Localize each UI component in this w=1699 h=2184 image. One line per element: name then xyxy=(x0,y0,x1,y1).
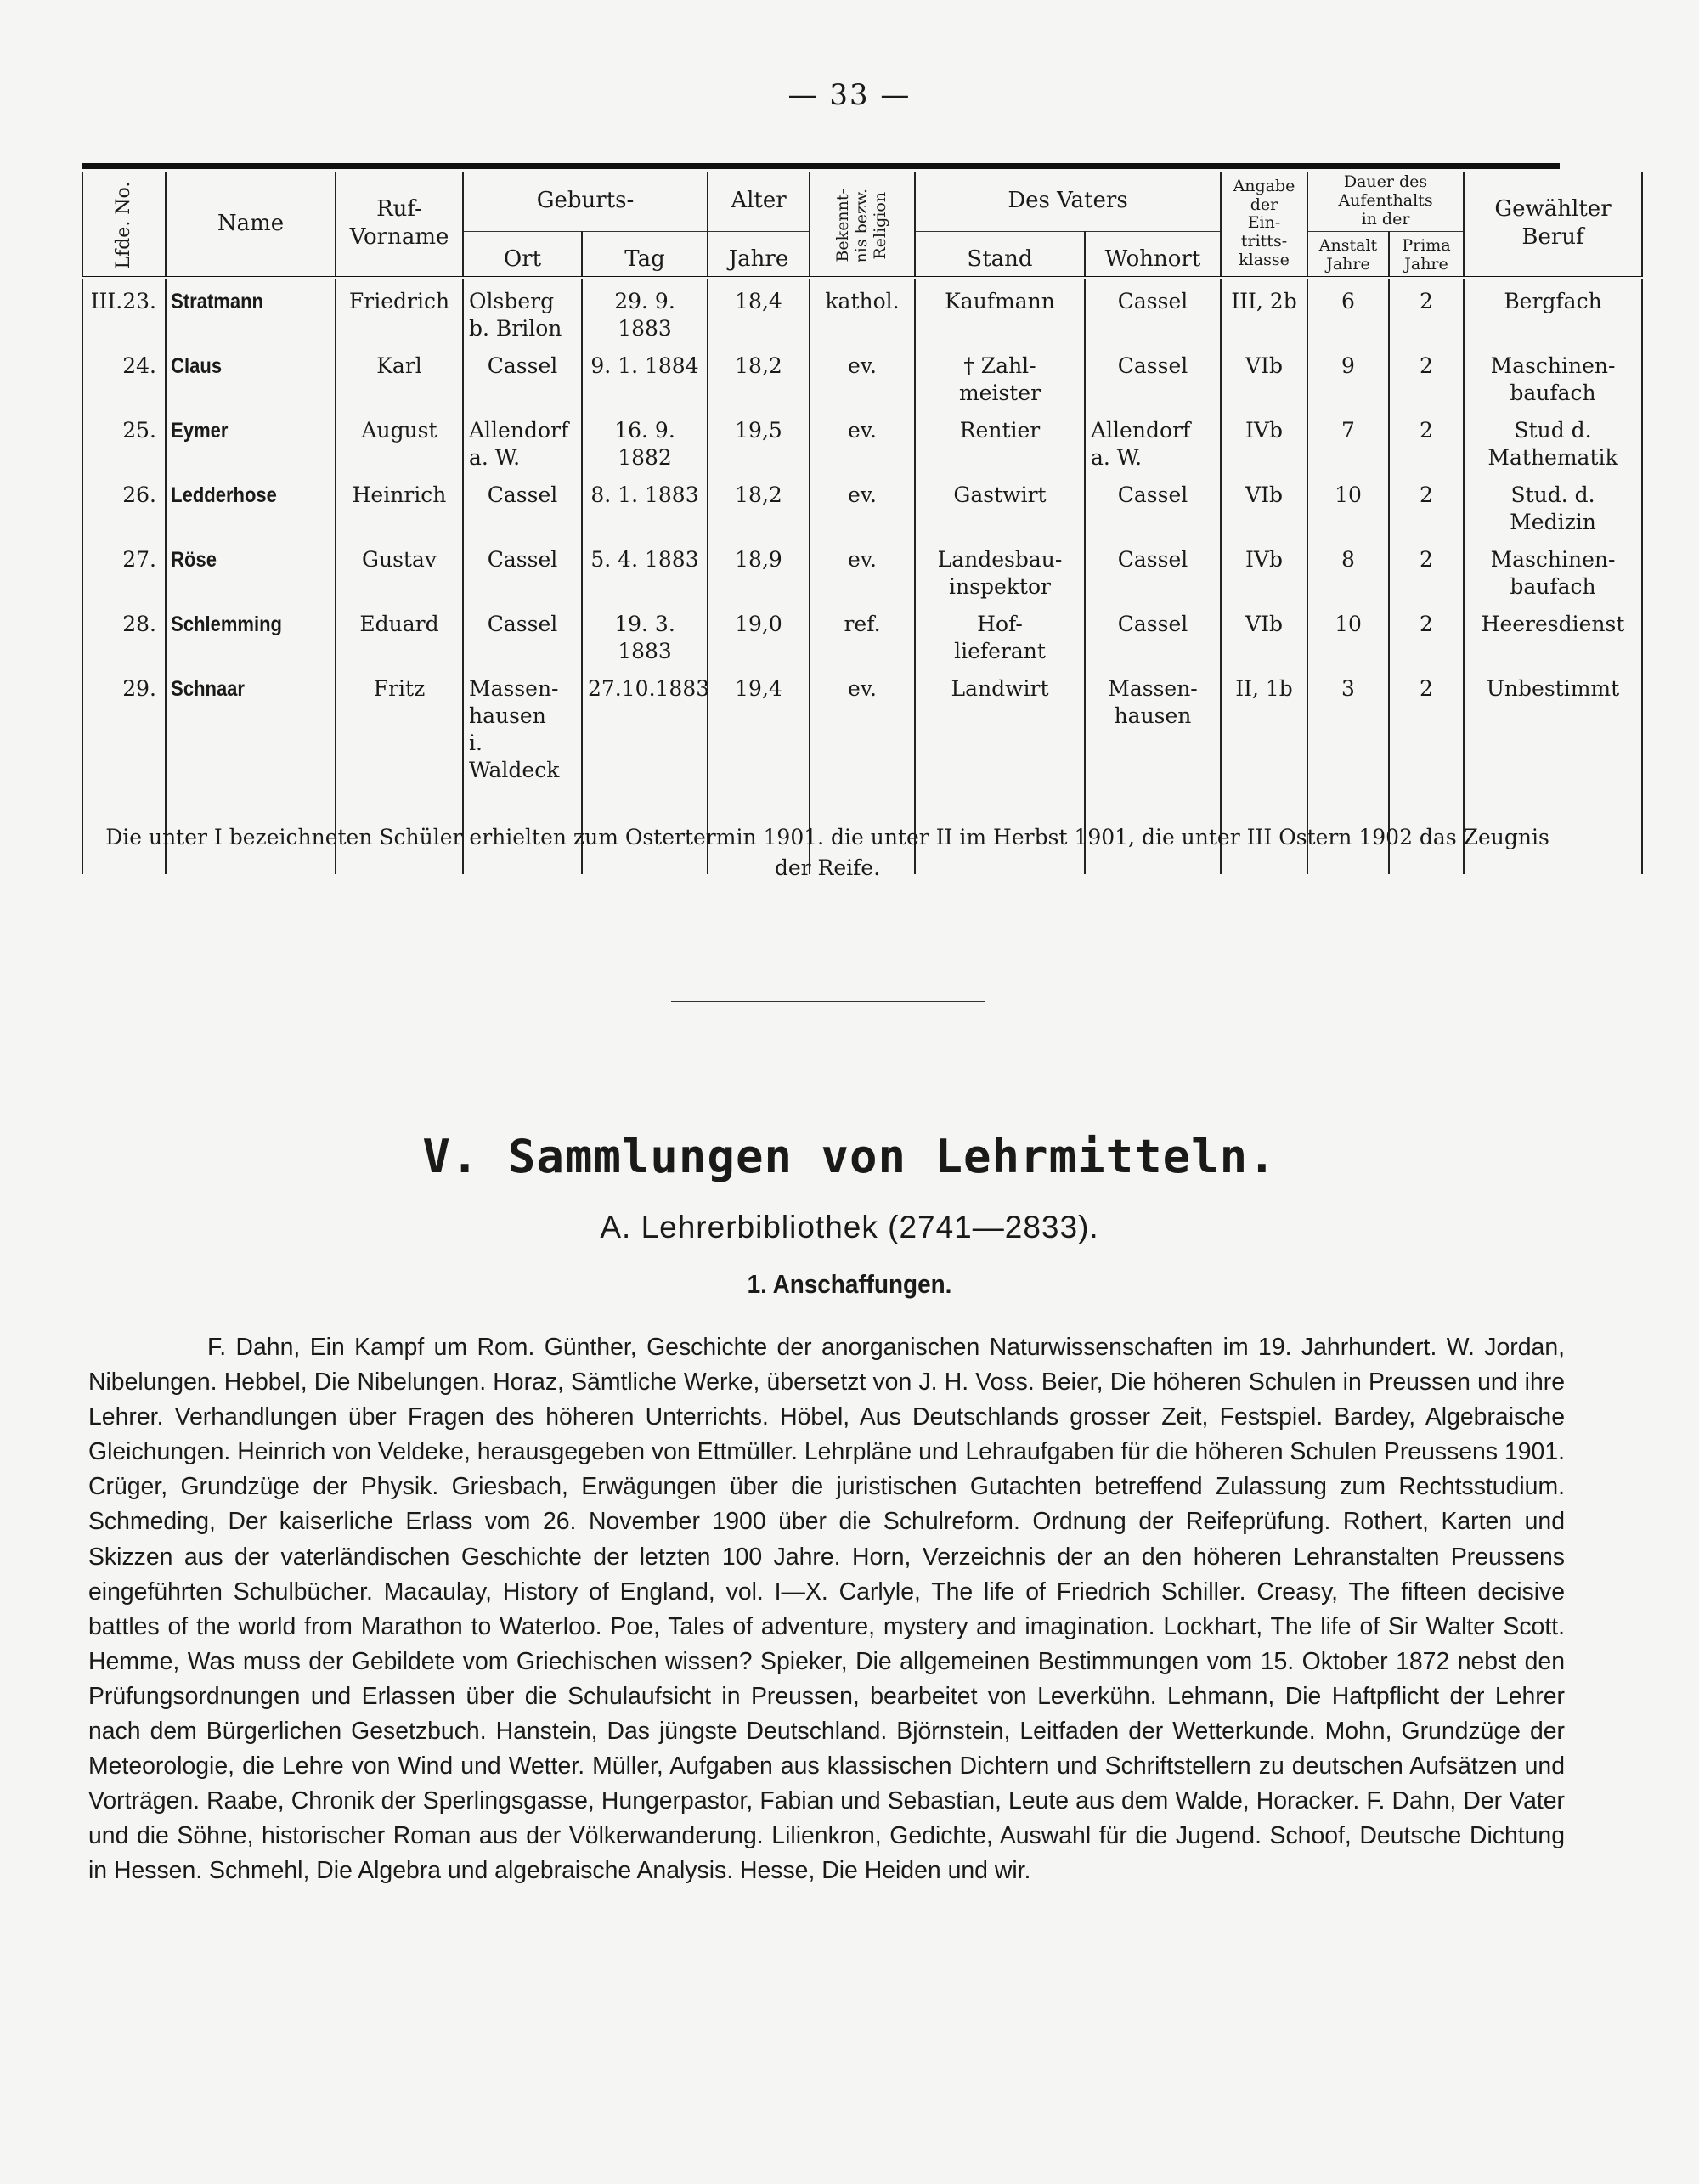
header-name: Name xyxy=(166,172,336,278)
student-name: Claus xyxy=(166,344,315,409)
chosen-profession: Stud. d. Medizin xyxy=(1464,473,1642,538)
birth-place: Cassel xyxy=(463,538,582,602)
chosen-profession: Maschinen- baufach xyxy=(1464,344,1642,409)
entry-class: III, 2b xyxy=(1221,278,1307,344)
years-in-prima: 2 xyxy=(1389,667,1464,786)
row-number: III.23. xyxy=(82,278,166,344)
student-name: Stratmann xyxy=(166,278,315,344)
years-in-prima: 2 xyxy=(1389,409,1464,473)
birth-date: 16. 9. 1882 xyxy=(582,409,708,473)
subsection-title: A. Lehrerbibliothek (2741—2833). xyxy=(600,1210,1099,1244)
table-row xyxy=(82,278,1642,344)
header-geburts: Geburts- xyxy=(463,172,708,231)
years-in-prima: 2 xyxy=(1389,473,1464,538)
years-at-school: 6 xyxy=(1307,278,1389,344)
birth-date: 19. 3. 1883 xyxy=(582,602,708,667)
row-number: 27. xyxy=(82,538,166,602)
student-vorname: Gustav xyxy=(336,538,463,602)
table-header xyxy=(82,172,1642,278)
student-vorname: Heinrich xyxy=(336,473,463,538)
header-tag: Tag xyxy=(582,231,708,278)
years-at-school: 7 xyxy=(1307,409,1389,473)
row-number: 24. xyxy=(82,344,166,409)
header-rufvorname: Ruf- Vorname xyxy=(336,172,463,278)
father-occupation: Gastwirt xyxy=(915,473,1085,538)
chosen-profession: Heeresdienst xyxy=(1464,602,1642,667)
header-beruf: Gewählter Beruf xyxy=(1464,172,1642,278)
birth-place: Massen- hausen i. Waldeck xyxy=(463,667,582,786)
header-jahre: Jahre xyxy=(708,231,810,278)
religion: ref. xyxy=(810,602,915,667)
years-at-school: 3 xyxy=(1307,667,1389,786)
years-at-school: 10 xyxy=(1307,602,1389,667)
header-stand: Stand xyxy=(915,231,1085,278)
reifezeugnis-note: Die unter I bezeichneten Schüler erhielten zum Ostertermin 1901. die unter II im Herbst 1901, die unter III Ostern 1902 das Zeugnis der Reife. xyxy=(105,825,1549,881)
table-body xyxy=(82,278,1642,874)
age: 18,2 xyxy=(708,344,810,409)
father-occupation: Rentier xyxy=(915,409,1085,473)
years-at-school: 8 xyxy=(1307,538,1389,602)
header-lfde-no: Lfde. No. xyxy=(82,172,166,278)
religion: ev. xyxy=(810,538,915,602)
student-vorname: Fritz xyxy=(336,667,463,786)
age: 18,4 xyxy=(708,278,810,344)
entry-class: IVb xyxy=(1221,538,1307,602)
years-in-prima: 2 xyxy=(1389,602,1464,667)
father-occupation: † Zahl- meister xyxy=(915,344,1085,409)
table-row xyxy=(82,602,1642,667)
religion: ev. xyxy=(810,473,915,538)
birth-date: 5. 4. 1883 xyxy=(582,538,708,602)
father-residence: Massen- hausen xyxy=(1085,667,1221,786)
row-number: 28. xyxy=(82,602,166,667)
header-prima-jahre: Prima Jahre xyxy=(1389,231,1464,278)
table-row xyxy=(82,667,1642,786)
years-at-school: 9 xyxy=(1307,344,1389,409)
religion: ev. xyxy=(810,344,915,409)
father-residence: Cassel xyxy=(1085,344,1221,409)
years-in-prima: 2 xyxy=(1389,538,1464,602)
header-alter: Alter xyxy=(708,172,810,231)
student-vorname: August xyxy=(336,409,463,473)
chosen-profession: Bergfach xyxy=(1464,278,1642,344)
header-des-vaters: Des Vaters xyxy=(915,172,1221,231)
birth-place: Cassel xyxy=(463,602,582,667)
chosen-profession: Unbestimmt xyxy=(1464,667,1642,786)
birth-place: Allendorf a. W. xyxy=(463,409,582,473)
birth-place: Cassel xyxy=(463,473,582,538)
entry-class: VIb xyxy=(1221,602,1307,667)
table-row xyxy=(82,344,1642,409)
header-angabe: Angabe der Ein- tritts- klasse xyxy=(1221,172,1307,278)
entry-class: VIb xyxy=(1221,344,1307,409)
religion: ev. xyxy=(810,409,915,473)
graduates-table-container xyxy=(82,163,1625,874)
birth-date: 8. 1. 1883 xyxy=(582,473,708,538)
father-residence: Cassel xyxy=(1085,602,1221,667)
religion: ev. xyxy=(810,667,915,786)
subsubsection-title: 1. Anschaffungen. xyxy=(747,1269,952,1299)
student-vorname: Friedrich xyxy=(336,278,463,344)
age: 19,5 xyxy=(708,409,810,473)
table-row xyxy=(82,538,1642,602)
student-name: Schlemming xyxy=(166,602,315,667)
header-ort: Ort xyxy=(463,231,582,278)
acquisitions-paragraph: F. Dahn, Ein Kampf um Rom. Günther, Geschichte der anorganischen Naturwissenschaften im 19. Jahrhundert. W. Jordan, Nibelungen. Hebbel, Die Nibelungen. Horaz, Sämtliche Werke, übersetzt von J. H. Voss. Beier, Die höheren Schulen in Preussen und ihre Lehrer. Verhandlungen über Fragen des höheren Unterrichts. Höbel, Aus Deutschlands grosser Zeit, Festspiel. Bardey, Algebraische Gleichungen. Heinrich von Veldeke, herausgegeben von Ettmüller. Lehrpläne und Lehraufgaben für die höheren Schulen Preussens 1901. Crüger, Grundzüge der Physik. Griesbach, Erwägungen über die juristischen Gutachten betreffend Zulassung zum Rechtsstudium. Schmeding, Der kaiserliche Erlass vom 26. November 1900 über die Schulreform. Ordnung der Reifeprüfung. Rothert, Karten und Skizzen aus der vaterländischen Geschichte der letzten 100 Jahre. Horn, Verzeichnis der an den höheren Lehranstalten Preussens eingeführten Schulbücher. Macaulay, History of England, vol. I—X. Carlyle, The life of Friedrich Schiller. Creasy, The fifteen decisive battles of the world from Marathon to Waterloo. Poe, Tales of adventure, mystery and imagination. Lockhart, The life of Sir Walter Scott. Hemme, Was muss der Gebildete vom Griechischen wissen? Spieker, Die allgemeinen Bestimmungen vom 15. Oktober 1872 nebst den Prüfungsordnungen und Erlassen über die Schulaufsicht in Preussen, bearbeitet von Leverkühn. Lehmann, Die Haftpflicht der Lehrer nach dem Bürgerlichen Gesetzbuch. Hanstein, Das jüngste Deutschland. Björnstein, Leitfaden der Wetterkunde. Mohn, Grundzüge der Meteorologie, die Lehre von Wind und Wetter. Müller, Aufgaben aus klassischen Dichtern und Schriftstellern zu deutschen Aufsätzen und Vorträgen. Raabe, Chronik der Sperlingsgasse, Hungerpastor, Fabian und Sebastian, Leute aus dem Walde, Horacker. F. Dahn, Der Vater und die Söhne, historischer Roman aus der Völkerwanderung. Lilienkron, Gedichte, Auswahl für die Jugend. Schoof, Deutsche Dichtung in Hessen. Schmehl, Die Algebra und algebraische Analysis. Hesse, Die Heiden und wir. xyxy=(88,1334,1565,1885)
father-residence: Cassel xyxy=(1085,538,1221,602)
entry-class: IVb xyxy=(1221,409,1307,473)
father-residence: Cassel xyxy=(1085,473,1221,538)
student-name: Ledderhose xyxy=(166,473,315,538)
chosen-profession: Stud d. Mathematik xyxy=(1464,409,1642,473)
section-title: V. Sammlungen von Lehrmitteln. xyxy=(422,1130,1277,1183)
father-occupation: Kaufmann xyxy=(915,278,1085,344)
page-number: — 33 — xyxy=(787,78,912,112)
birth-date: 9. 1. 1884 xyxy=(582,344,708,409)
header-anstalt-jahre: Anstalt Jahre xyxy=(1307,231,1389,278)
row-number: 25. xyxy=(82,409,166,473)
father-occupation: Hof- lieferant xyxy=(915,602,1085,667)
row-number: 29. xyxy=(82,667,166,786)
father-occupation: Landesbau- inspektor xyxy=(915,538,1085,602)
years-in-prima: 2 xyxy=(1389,278,1464,344)
graduates-table xyxy=(82,172,1643,874)
section-divider xyxy=(671,1001,985,1002)
age: 18,9 xyxy=(708,538,810,602)
header-dauer: Dauer des Aufenthalts in der xyxy=(1307,172,1464,231)
student-name: Eymer xyxy=(166,409,315,473)
religion: kathol. xyxy=(810,278,915,344)
entry-class: VIb xyxy=(1221,473,1307,538)
age: 18,2 xyxy=(708,473,810,538)
years-in-prima: 2 xyxy=(1389,344,1464,409)
age: 19,0 xyxy=(708,602,810,667)
chosen-profession: Maschinen- baufach xyxy=(1464,538,1642,602)
age: 19,4 xyxy=(708,667,810,786)
header-bekenntnis: Bekennt- nis bezw. Religion xyxy=(810,172,915,278)
entry-class: II, 1b xyxy=(1221,667,1307,786)
father-occupation: Landwirt xyxy=(915,667,1085,786)
student-name: Schnaar xyxy=(166,667,315,786)
father-residence: Allendorf a. W. xyxy=(1085,409,1221,473)
header-wohnort: Wohnort xyxy=(1085,231,1221,278)
father-residence: Cassel xyxy=(1085,278,1221,344)
student-vorname: Eduard xyxy=(336,602,463,667)
table-top-rule xyxy=(82,163,1560,169)
birth-place: Cassel xyxy=(463,344,582,409)
table-row xyxy=(82,409,1642,473)
birth-date: 29. 9. 1883 xyxy=(582,278,708,344)
row-number: 26. xyxy=(82,473,166,538)
student-vorname: Karl xyxy=(336,344,463,409)
table-row xyxy=(82,473,1642,538)
birth-place: Olsberg b. Brilon xyxy=(463,278,582,344)
birth-date: 27.10.1883 xyxy=(582,667,708,786)
years-at-school: 10 xyxy=(1307,473,1389,538)
student-name: Röse xyxy=(166,538,315,602)
